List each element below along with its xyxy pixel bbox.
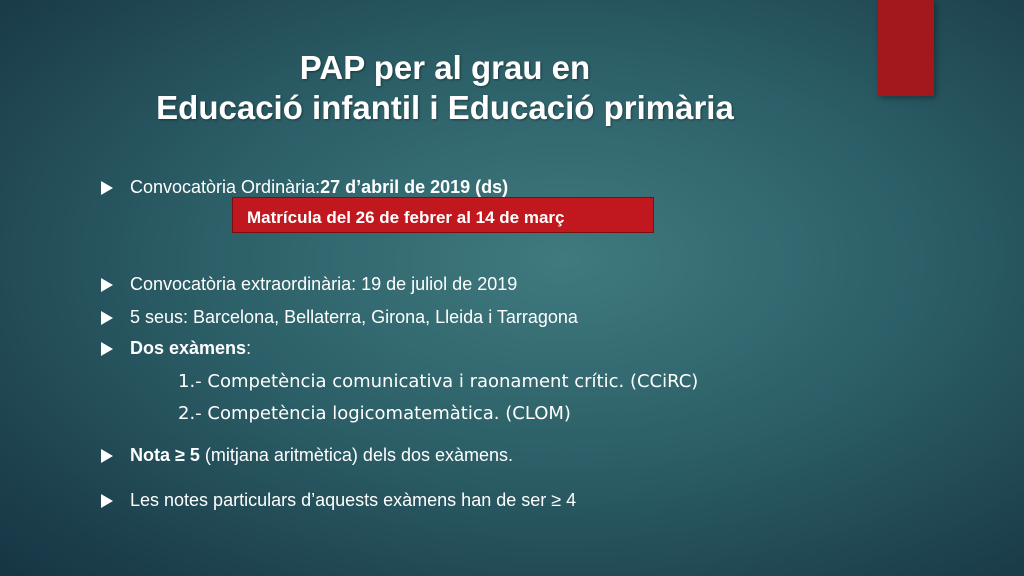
decorative-red-tab [878,0,934,96]
bullet-label: Dos exàmens [130,338,247,358]
triangle-right-icon [101,342,113,356]
triangle-right-icon [101,181,113,195]
bullet-text: Les notes particulars d’aquests exàmens han de ser ≥ 4 [130,490,577,510]
bullet-suffix: : [246,338,252,358]
bullet-nota [101,445,513,466]
triangle-right-icon [101,449,113,463]
title-line-2: Educació infantil i Educació primària [156,89,734,126]
triangle-right-icon [101,278,113,292]
bullet-text: Convocatòria extraordinària: 19 de juliol de 2019 [130,274,518,294]
exam-1: 1.- Competència comunicativa i raonament crític. (CCiRC) [178,371,699,392]
bullet-label: Convocatòria Ordinària: [130,177,321,197]
bullet-convocatoria-ordinaria [101,177,508,198]
bullet-dos-examens [101,338,251,359]
title-line-1: PAP per al grau en [299,49,591,86]
bullet-text: (mitjana aritmètica) dels dos exàmens. [199,445,514,465]
triangle-right-icon [101,311,113,325]
bullet-label: Nota ≥ 5 [130,445,200,465]
triangle-right-icon [101,494,113,508]
exam-2: 2.- Competència logicomatemàtica. (CLOM) [178,403,571,424]
bullet-text: 5 seus: Barcelona, Bellaterra, Girona, Lleida i Tarragona [130,307,578,327]
bullet-notes-particulars [101,490,576,511]
bullet-seus [101,307,578,328]
slide-title [60,48,830,128]
bullet-date: 27 d’abril de 2019 (ds) [320,177,509,197]
bullet-convocatoria-extraordinaria [101,274,517,295]
matricula-banner: Matrícula del 26 de febrer al 14 de març [232,197,654,233]
